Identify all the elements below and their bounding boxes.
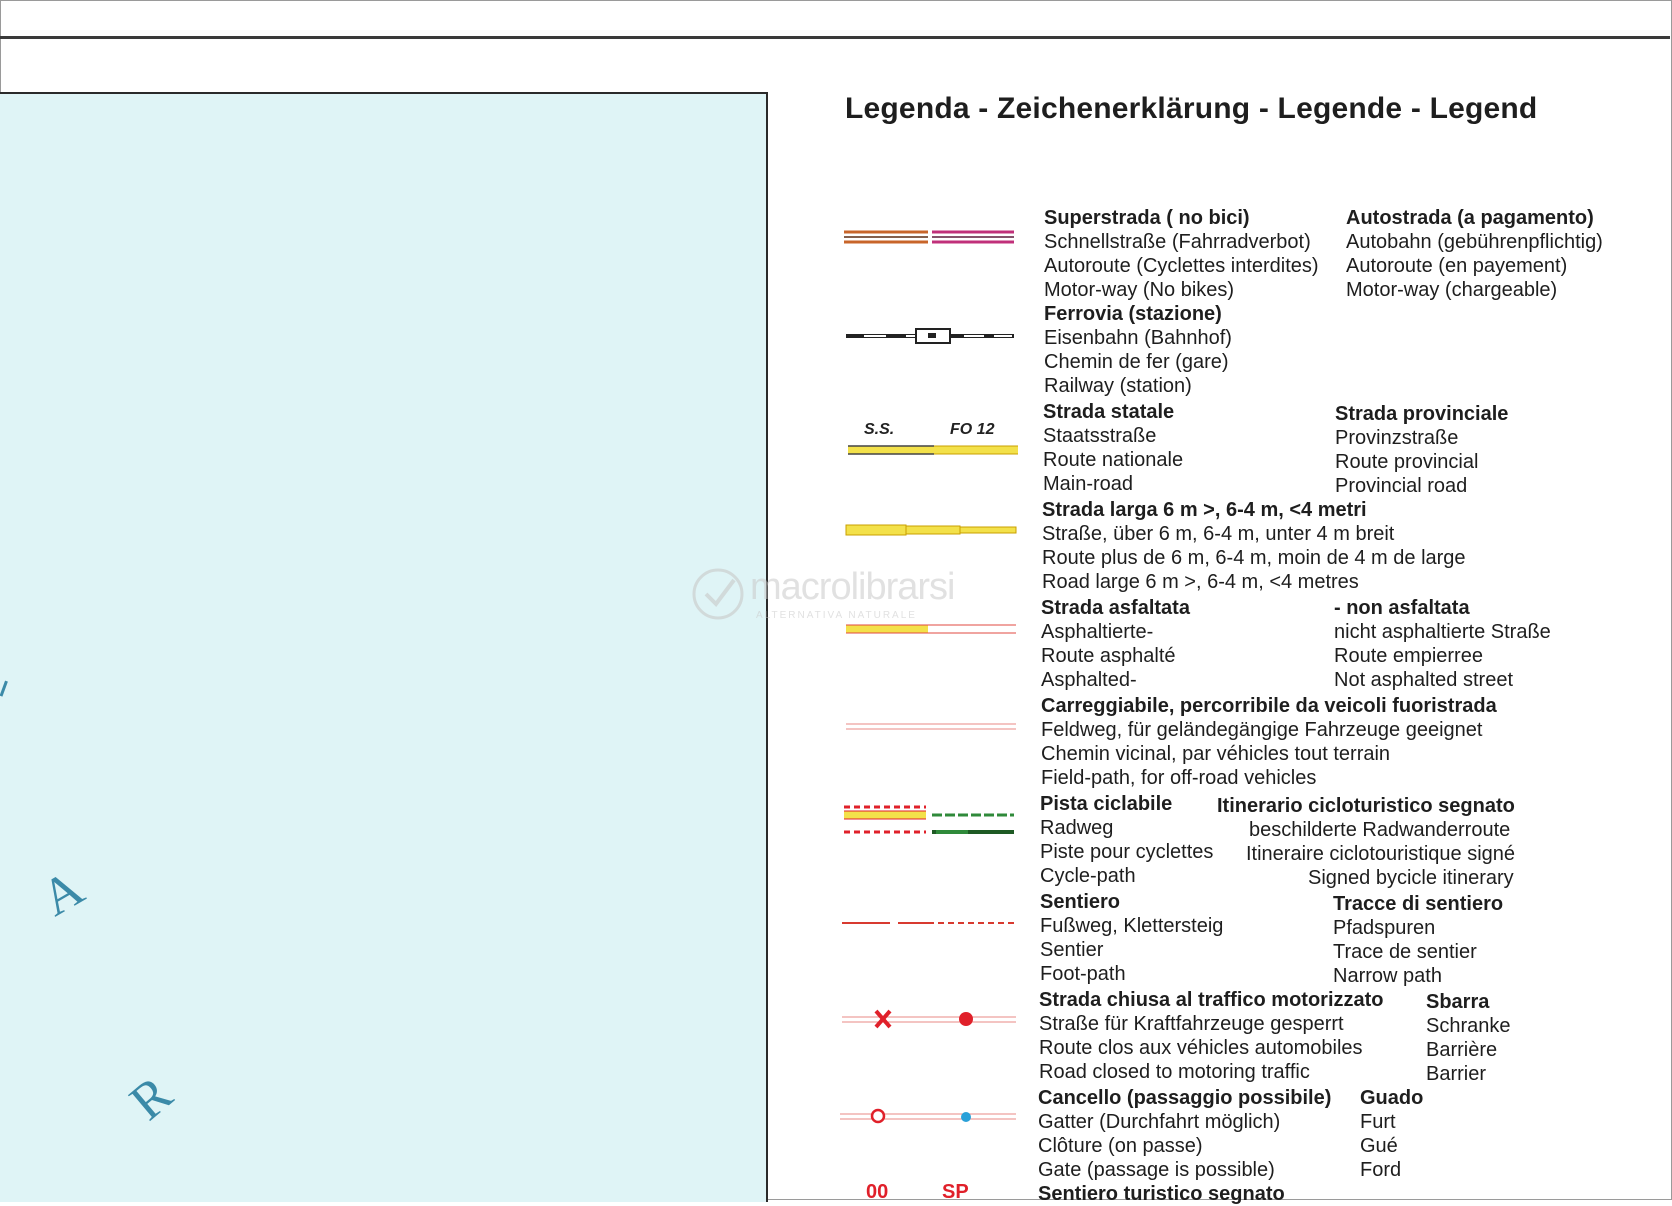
asfaltata-title: Strada asfaltata	[1041, 597, 1190, 619]
statale-en: Main-road	[1043, 473, 1134, 495]
sentiero-fr: Sentier	[1040, 939, 1104, 961]
ferrovia-de: Eisenbahn (Bahnhof)	[1044, 327, 1232, 349]
map-letter-a: A	[32, 859, 94, 928]
statale-title: Strada statale	[1043, 401, 1175, 423]
statale-de: Staatsstraße	[1043, 425, 1157, 447]
larga-title: Strada larga 6 m >, 6-4 m, <4 metri	[1042, 499, 1367, 521]
carreggiabile-title: Carreggiabile, percorribile da veicoli fuoristrada	[1041, 695, 1497, 717]
guado-de: Furt	[1360, 1111, 1396, 1133]
superstrada-title: Superstrada ( no bici)	[1044, 207, 1250, 229]
non-asfaltata-title: - non asfaltata	[1334, 597, 1470, 619]
sentiero-en: Foot-path	[1040, 963, 1126, 985]
tracce-de: Pfadspuren	[1333, 917, 1436, 939]
ciclabile-fr: Piste pour cyclettes	[1040, 841, 1214, 863]
cancello-guado-symbol	[838, 1104, 1020, 1130]
asfaltata-de: Asphaltierte-	[1041, 621, 1154, 643]
watermark-text: macrolibrarsi	[750, 566, 955, 608]
guado-en: Ford	[1360, 1159, 1402, 1181]
chiusa-en: Road closed to motoring traffic	[1039, 1061, 1310, 1083]
ciclabile-en: Cycle-path	[1040, 865, 1136, 887]
cancello-fr: Clôture (on passe)	[1038, 1135, 1203, 1157]
cancello-de: Gatter (Durchfahrt möglich)	[1038, 1111, 1281, 1133]
sentiero-turistico-symbol	[862, 1178, 982, 1200]
ferrovia-title: Ferrovia (stazione)	[1044, 303, 1222, 325]
provinciale-title: Strada provinciale	[1335, 403, 1509, 425]
autostrada-title: Autostrada (a pagamento)	[1346, 207, 1594, 229]
carreggiabile-fr: Chemin vicinal, par véhicles tout terrain	[1041, 743, 1391, 765]
carreggiabile-symbol	[844, 720, 1020, 734]
provinciale-de: Provinzstraße	[1335, 427, 1459, 449]
provinciale-en: Provincial road	[1335, 475, 1468, 497]
symbol-label-ss: S.S.	[864, 421, 895, 438]
legend-title: Legenda - Zeichenerklärung - Legende - Legend	[845, 92, 1538, 125]
chiusa-sbarra-symbol	[840, 1006, 1020, 1034]
tracce-en: Narrow path	[1333, 965, 1442, 987]
autostrada-en: Motor-way (chargeable)	[1346, 279, 1558, 301]
road-width-symbol	[844, 520, 1020, 540]
map-letter-r: R	[119, 1065, 183, 1132]
provinciale-fr: Route provincial	[1335, 451, 1479, 473]
chiusa-de: Straße für Kraftfahrzeuge gesperrt	[1039, 1013, 1344, 1035]
sbarra-de: Schranke	[1426, 1015, 1511, 1037]
ferrovia-en: Railway (station)	[1044, 375, 1192, 397]
cicloturistico-en: Signed bycicle itinerary	[1308, 867, 1514, 889]
ciclabile-title: Pista ciclabile	[1040, 793, 1173, 815]
turistico-title: Sentiero turistico segnato	[1038, 1183, 1285, 1205]
top-rule	[0, 36, 1670, 39]
superstrada-en: Motor-way (No bikes)	[1044, 279, 1235, 301]
ciclabile-symbol	[840, 802, 1020, 838]
sbarra-en: Barrier	[1426, 1063, 1487, 1085]
non-asfaltata-de: nicht asphaltierte Straße	[1334, 621, 1551, 643]
sbarra-title: Sbarra	[1426, 991, 1490, 1013]
superstrada-fr: Autoroute (Cyclettes interdites)	[1044, 255, 1319, 277]
larga-fr: Route plus de 6 m, 6-4 m, moin de 4 m de large	[1042, 547, 1466, 569]
cicloturistico-title: Itinerario cicloturistico segnato	[1217, 795, 1515, 817]
symbol-label-00: 00	[866, 1181, 889, 1200]
ferrovia-fr: Chemin de fer (gare)	[1044, 351, 1229, 373]
cicloturistico-de: beschilderte Radwanderroute	[1249, 819, 1511, 841]
watermark-tagline: ALTERNATIVA NATURALE	[756, 610, 917, 621]
tracce-title: Tracce di sentiero	[1333, 893, 1504, 915]
tracce-fr: Trace de sentier	[1333, 941, 1477, 963]
statale-fr: Route nationale	[1043, 449, 1184, 471]
sbarra-fr: Barrière	[1426, 1039, 1498, 1061]
map-mark	[0, 681, 15, 700]
statale-provinciale-symbol	[844, 420, 1024, 460]
chiusa-fr: Route clos aux véhicles automobiles	[1039, 1037, 1363, 1059]
ciclabile-de: Radweg	[1040, 817, 1114, 839]
cicloturistico-fr: Itineraire ciclotouristique signé	[1246, 843, 1516, 865]
carreggiabile-de: Feldweg, für geländegängige Fahrzeuge geeignet	[1041, 719, 1483, 741]
asfaltata-fr: Route asphalté	[1041, 645, 1176, 667]
non-asfaltata-fr: Route empierree	[1334, 645, 1483, 667]
asfaltata-en: Asphalted-	[1041, 669, 1137, 691]
guado-title: Guado	[1360, 1087, 1424, 1109]
symbol-label-sp: SP	[942, 1181, 969, 1200]
asfaltata-symbol	[844, 620, 1020, 638]
cancello-title: Cancello (passaggio possibile)	[1038, 1087, 1332, 1109]
cancello-en: Gate (passage is possible)	[1038, 1159, 1275, 1181]
map-panel	[0, 92, 768, 1202]
autostrada-fr: Autoroute (en payement)	[1346, 255, 1568, 277]
superstrada-de: Schnellstraße (Fahrradverbot)	[1044, 231, 1311, 253]
sentiero-symbol	[840, 916, 1020, 930]
symbol-label-fo: FO 12	[950, 421, 995, 438]
superstrada-autostrada-symbol	[840, 225, 1020, 251]
autostrada-de: Autobahn (gebührenpflichtig)	[1346, 231, 1603, 253]
carreggiabile-en: Field-path, for off-road vehicles	[1041, 767, 1317, 789]
non-asfaltata-en: Not asphalted street	[1334, 669, 1513, 691]
guado-fr: Gué	[1360, 1135, 1398, 1157]
sentiero-de: Fußweg, Klettersteig	[1040, 915, 1224, 937]
chiusa-title: Strada chiusa al traffico motorizzato	[1039, 989, 1384, 1011]
larga-de: Straße, über 6 m, 6-4 m, unter 4 m breit	[1042, 523, 1395, 545]
sentiero-title: Sentiero	[1040, 891, 1121, 913]
railway-symbol	[844, 326, 1020, 346]
larga-en: Road large 6 m >, 6-4 m, <4 metres	[1042, 571, 1359, 593]
